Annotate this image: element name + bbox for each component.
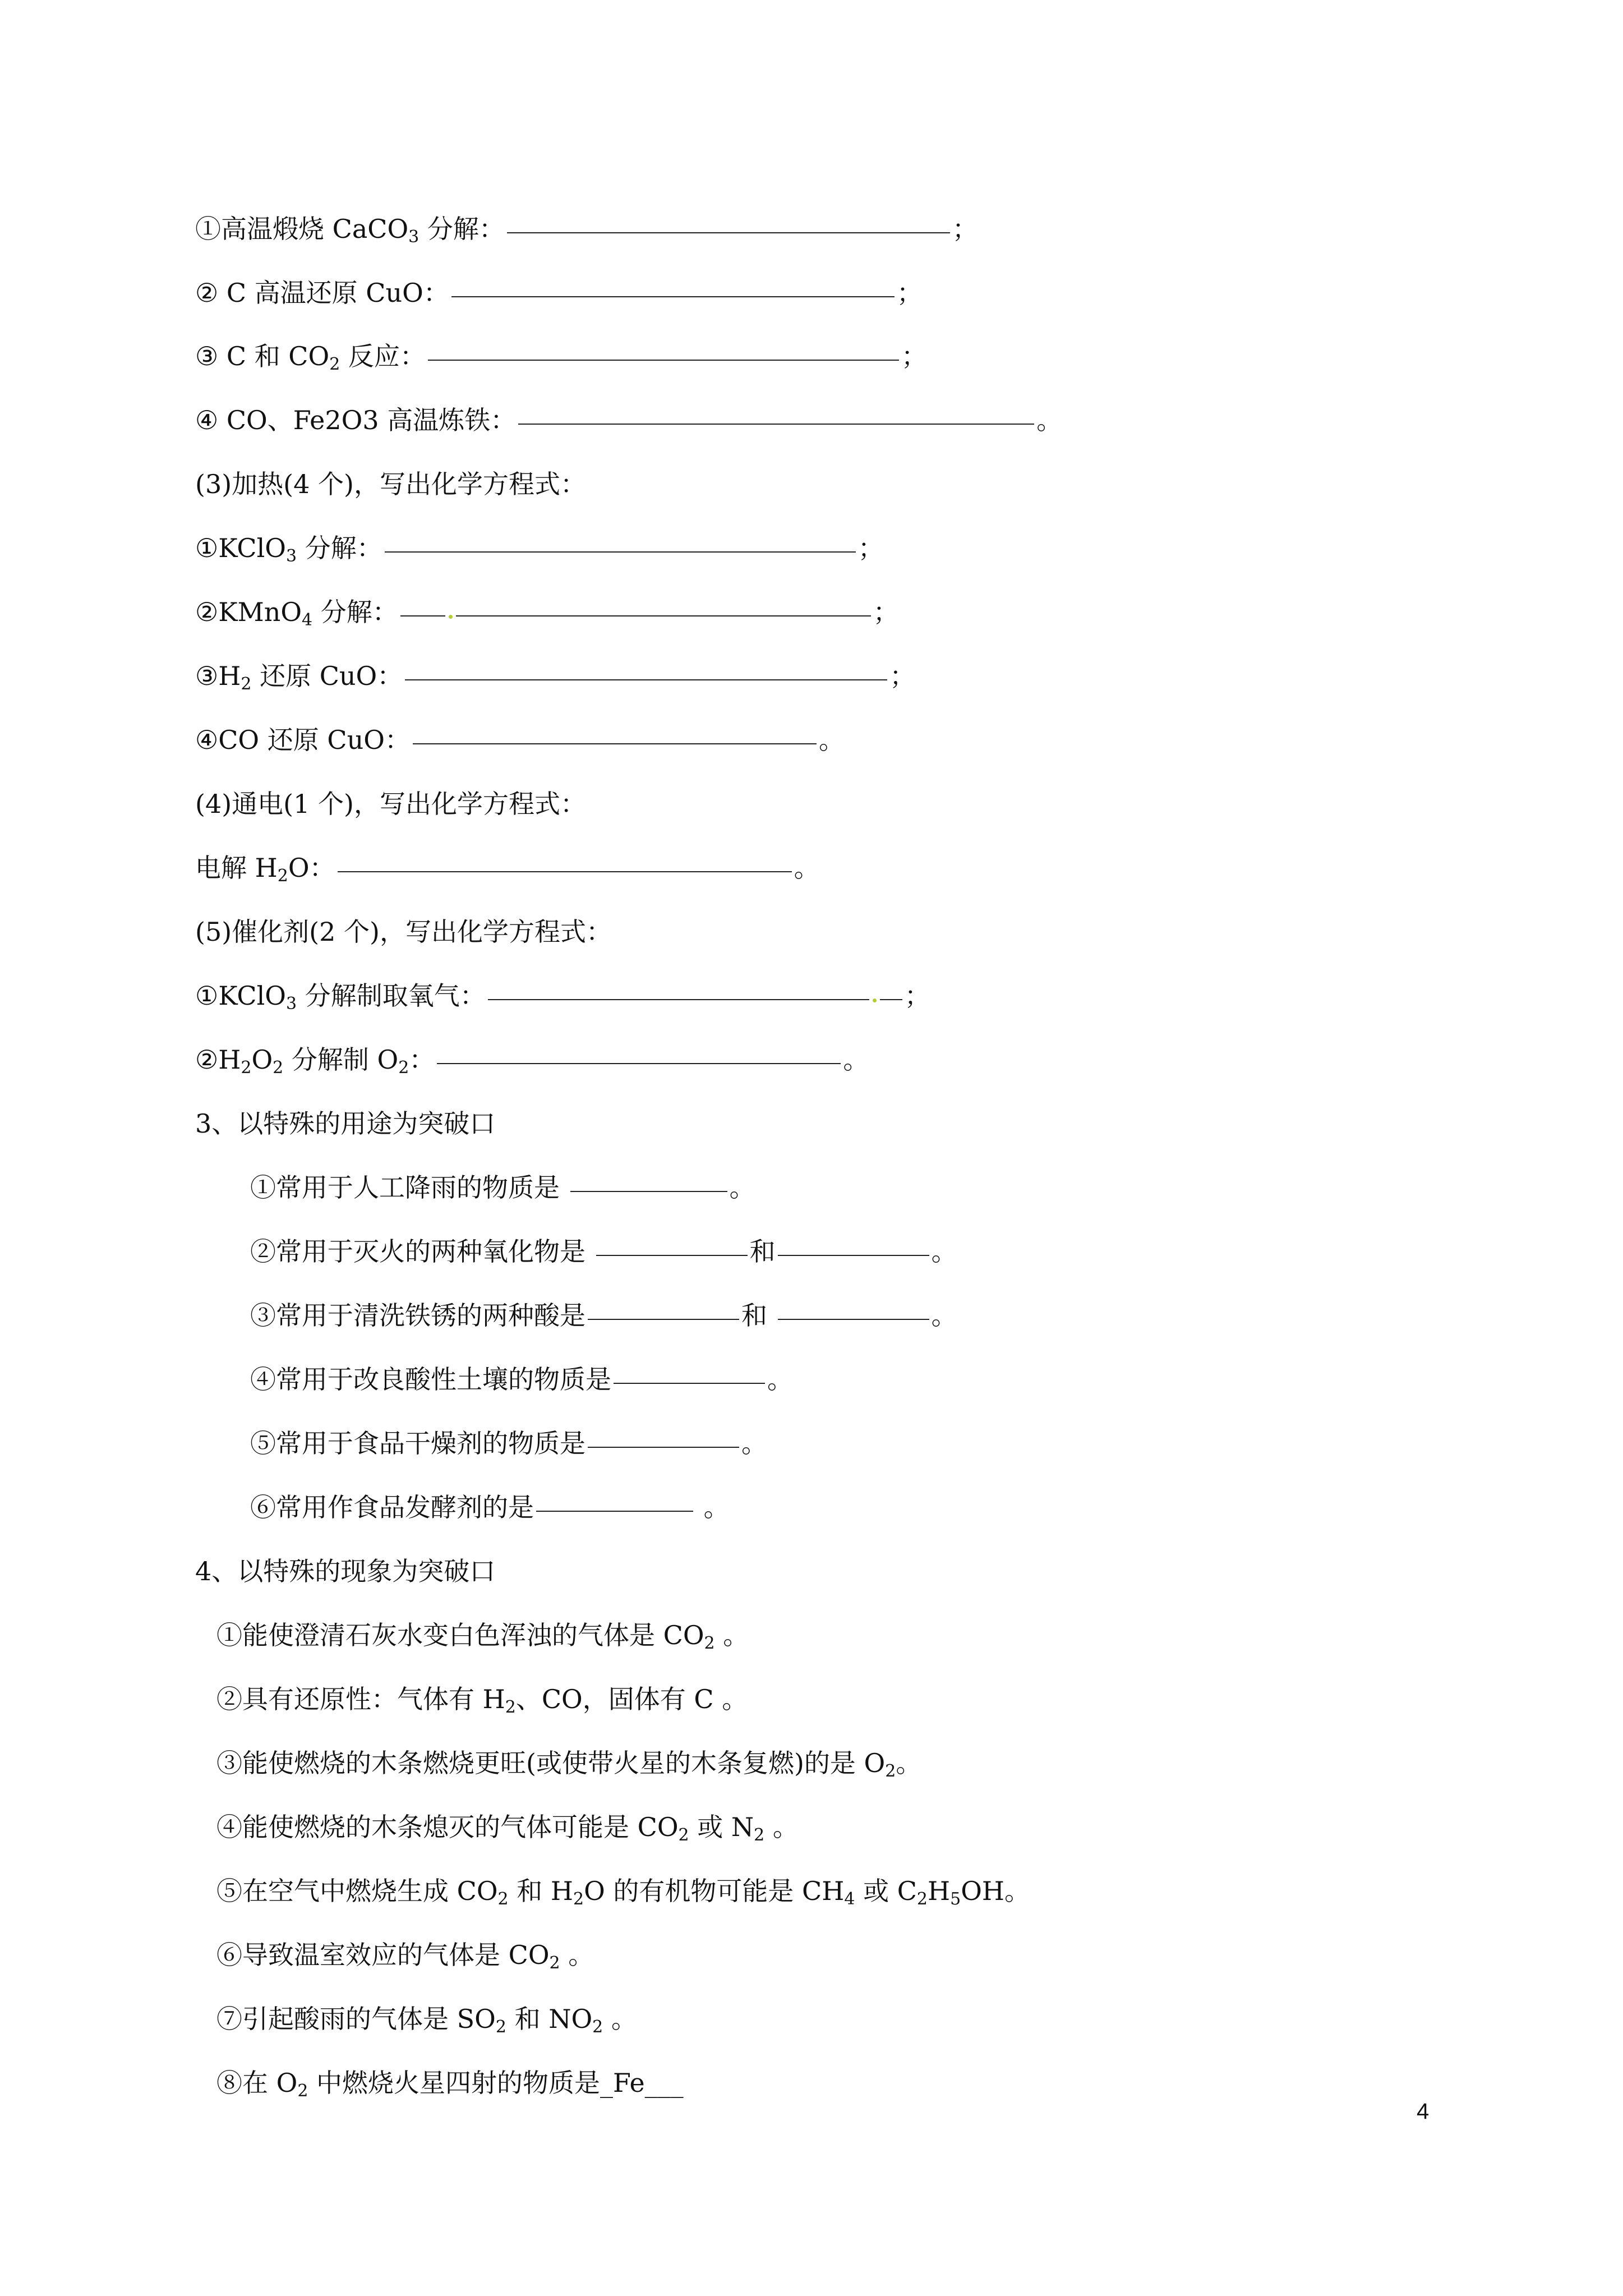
subscript: 3 bbox=[286, 994, 297, 1014]
text: 3、以特殊的用途为突破口 bbox=[195, 1108, 496, 1139]
text: 分解制取氧气： bbox=[297, 981, 486, 1011]
text: ①能使澄清石灰水变白色浑浊的气体是 CO bbox=[216, 1620, 704, 1650]
answer-blank[interactable] bbox=[588, 1318, 739, 1320]
text: ③常用于清洗铁锈的两种酸是 bbox=[250, 1300, 585, 1331]
answer-blank[interactable] bbox=[488, 999, 869, 1000]
subscript: 2 bbox=[495, 2017, 506, 2037]
line-h2o2-oxygen bbox=[0, 1034, 1623, 1085]
text: (4)通电(1 个)，写出化学方程式： bbox=[195, 789, 586, 819]
text: ②H bbox=[195, 1045, 241, 1075]
text: 分解： bbox=[312, 597, 398, 627]
section-phenomena-heading bbox=[0, 1546, 1623, 1596]
line-iron-burning bbox=[0, 2058, 1623, 2108]
text: 。 bbox=[603, 2004, 637, 2034]
text: ①常用于人工降雨的物质是 bbox=[250, 1172, 568, 1203]
text: 中燃烧火星四射的物质是_Fe___ bbox=[308, 2068, 684, 2098]
line-iron-smelting bbox=[0, 395, 1623, 445]
answer-blank[interactable] bbox=[385, 551, 856, 553]
text: (3)加热(4 个)，写出化学方程式： bbox=[195, 469, 586, 499]
section-catalyst-heading bbox=[0, 907, 1623, 957]
text: ； bbox=[952, 214, 978, 244]
subscript: 2 bbox=[241, 674, 252, 694]
text: ④能使燃烧的木条熄灭的气体可能是 CO bbox=[216, 1812, 679, 1842]
answer-blank[interactable] bbox=[507, 232, 950, 233]
text: ②KMnO bbox=[195, 597, 302, 627]
subscript: 2 bbox=[916, 1889, 928, 1909]
text: ④常用于改良酸性土壤的物质是 bbox=[250, 1364, 611, 1395]
text: 和 H bbox=[508, 1876, 573, 1906]
text: ⑧在 O bbox=[216, 2068, 298, 2098]
subscript: 2 bbox=[678, 1825, 689, 1845]
answer-blank[interactable] bbox=[338, 871, 792, 872]
text: ⑤常用于食品干燥剂的物质是 bbox=[250, 1428, 585, 1458]
line-limewater bbox=[0, 1610, 1623, 1660]
text: 分解： bbox=[419, 214, 505, 244]
line-kmno4-decompose bbox=[0, 587, 1623, 637]
text: 。 bbox=[695, 1492, 730, 1522]
subscript: 2 bbox=[329, 355, 340, 374]
subscript: 4 bbox=[844, 1889, 855, 1909]
text: ⑦引起酸雨的气体是 SO bbox=[216, 2004, 496, 2034]
subscript: 2 bbox=[241, 1058, 252, 1078]
answer-blank[interactable] bbox=[536, 1510, 693, 1512]
text: ③H bbox=[195, 661, 241, 691]
text: 电解 H bbox=[195, 853, 278, 883]
line-fire-extinguishing bbox=[0, 1226, 1623, 1277]
line-reducing-agents bbox=[0, 1674, 1623, 1724]
answer-blank[interactable] bbox=[570, 1190, 727, 1192]
text: ①KClO bbox=[195, 533, 286, 563]
text: 分解： bbox=[297, 533, 382, 563]
line-c-reduce-cuo bbox=[0, 268, 1623, 318]
text: ①KClO bbox=[195, 981, 286, 1011]
text: ； bbox=[896, 278, 923, 308]
page-number: 4 bbox=[1417, 2099, 1430, 2124]
subscript: 2 bbox=[398, 1058, 409, 1078]
text: 还原 CuO： bbox=[251, 661, 403, 691]
text: ； bbox=[889, 661, 916, 691]
subscript: 2 bbox=[297, 2081, 308, 2101]
answer-blank[interactable] bbox=[405, 679, 887, 680]
text: ； bbox=[857, 533, 884, 563]
subscript: 2 bbox=[505, 1697, 516, 1717]
line-leavening-agent bbox=[0, 1482, 1623, 1533]
subscript: 5 bbox=[950, 1889, 961, 1909]
line-organic-combustion bbox=[0, 1866, 1623, 1916]
answer-blank[interactable] bbox=[413, 743, 817, 744]
text: ⑥导致温室效应的气体是 CO bbox=[216, 1940, 550, 1970]
text: ①高温煅烧 CaCO bbox=[195, 214, 409, 244]
line-greenhouse-gas bbox=[0, 1930, 1623, 1980]
subscript: 2 bbox=[497, 1889, 509, 1909]
line-calcination-caco3 bbox=[0, 204, 1623, 254]
subscript: 3 bbox=[286, 546, 297, 566]
line-artificial-rain bbox=[0, 1162, 1623, 1213]
answer-blank[interactable] bbox=[596, 1254, 748, 1256]
text: 和 bbox=[749, 1236, 776, 1267]
stray-dot bbox=[449, 615, 453, 619]
text: ④CO 还原 CuO： bbox=[195, 725, 411, 755]
text: 。 bbox=[764, 1812, 799, 1842]
line-electrolysis-water bbox=[0, 843, 1623, 893]
line-kclo3-oxygen bbox=[0, 970, 1623, 1021]
text: O： bbox=[288, 853, 335, 883]
answer-blank[interactable] bbox=[428, 359, 899, 361]
section-heating-heading bbox=[0, 459, 1623, 509]
text: 反应： bbox=[340, 341, 426, 371]
line-h2-reduce-cuo bbox=[0, 651, 1623, 701]
subscript: 2 bbox=[573, 1889, 584, 1909]
section-electrolysis-heading bbox=[0, 779, 1623, 829]
line-rust-acids bbox=[0, 1290, 1623, 1341]
text: ③ C 和 CO bbox=[195, 341, 330, 371]
text: O bbox=[251, 1045, 273, 1075]
answer-blank[interactable] bbox=[437, 1062, 841, 1064]
line-co-reduce-cuo bbox=[0, 715, 1623, 765]
text: ； bbox=[904, 981, 930, 1011]
answer-blank[interactable] bbox=[880, 999, 902, 1000]
text: ⑥常用作食品发酵剂的是 bbox=[250, 1492, 534, 1522]
text: 或 C bbox=[855, 1876, 917, 1906]
text: 。 bbox=[931, 1236, 957, 1267]
text: 。 bbox=[931, 1300, 957, 1331]
text: 。 bbox=[818, 725, 845, 755]
line-acid-rain bbox=[0, 1994, 1623, 2044]
text: ②常用于灭火的两种氧化物是 bbox=[250, 1236, 594, 1267]
text: 分解制 O bbox=[283, 1045, 399, 1075]
text: ； bbox=[873, 597, 899, 627]
text: 和 NO bbox=[506, 2004, 593, 2034]
line-oxygen-relight bbox=[0, 1738, 1623, 1788]
text: (5)催化剂(2 个)，写出化学方程式： bbox=[195, 917, 612, 947]
text: 。 bbox=[560, 1940, 594, 1970]
text: 。 bbox=[896, 1748, 922, 1778]
answer-blank[interactable] bbox=[778, 1254, 929, 1256]
text: ： bbox=[409, 1045, 435, 1075]
text: ② C 高温还原 CuO： bbox=[195, 278, 449, 308]
answer-blank[interactable] bbox=[451, 296, 895, 297]
line-extinguish-gases bbox=[0, 1802, 1623, 1852]
text: O 的有机物可能是 CH bbox=[584, 1876, 845, 1906]
text: 。 bbox=[843, 1045, 869, 1075]
line-acid-soil bbox=[0, 1354, 1623, 1405]
text: ④ CO、Fe2O3 高温炼铁： bbox=[195, 405, 517, 435]
text: 。 bbox=[729, 1172, 755, 1203]
text: 。 bbox=[767, 1364, 793, 1395]
text: 。 bbox=[1036, 405, 1063, 435]
text: 。 bbox=[741, 1428, 767, 1458]
text: 4、以特殊的现象为突破口 bbox=[195, 1556, 496, 1586]
text: ③能使燃烧的木条燃烧更旺(或使带火星的木条复燃)的是 O bbox=[216, 1748, 886, 1778]
text: 、CO，固体有 C 。 bbox=[515, 1684, 748, 1714]
subscript: 2 bbox=[273, 1058, 284, 1078]
answer-blank[interactable] bbox=[614, 1382, 765, 1384]
subscript: 2 bbox=[754, 1825, 765, 1845]
answer-blank[interactable] bbox=[518, 423, 1034, 425]
text: ②具有还原性：气体有 H bbox=[216, 1684, 505, 1714]
subscript: 3 bbox=[408, 227, 419, 247]
section-uses-heading bbox=[0, 1098, 1623, 1149]
text: H bbox=[928, 1876, 951, 1906]
subscript: 2 bbox=[592, 2017, 603, 2037]
text: ⑤在空气中燃烧生成 CO bbox=[216, 1876, 498, 1906]
line-food-desiccant bbox=[0, 1418, 1623, 1469]
subscript: 2 bbox=[549, 1953, 560, 1973]
answer-blank[interactable] bbox=[456, 615, 871, 616]
subscript: 2 bbox=[277, 866, 288, 886]
subscript: 2 bbox=[704, 1634, 715, 1653]
line-kclo3-decompose bbox=[0, 523, 1623, 573]
line-c-co2 bbox=[0, 331, 1623, 381]
answer-blank[interactable] bbox=[588, 1446, 739, 1448]
text: 和 bbox=[741, 1300, 776, 1331]
stray-dot bbox=[873, 999, 877, 1002]
answer-blank[interactable] bbox=[778, 1318, 929, 1320]
text: 或 N bbox=[689, 1812, 754, 1842]
text: ； bbox=[901, 341, 927, 371]
text: OH。 bbox=[961, 1876, 1031, 1906]
subscript: 2 bbox=[885, 1761, 896, 1781]
text: 。 bbox=[714, 1620, 749, 1650]
answer-blank[interactable] bbox=[400, 615, 445, 616]
subscript: 4 bbox=[302, 610, 313, 630]
text: 。 bbox=[794, 853, 820, 883]
